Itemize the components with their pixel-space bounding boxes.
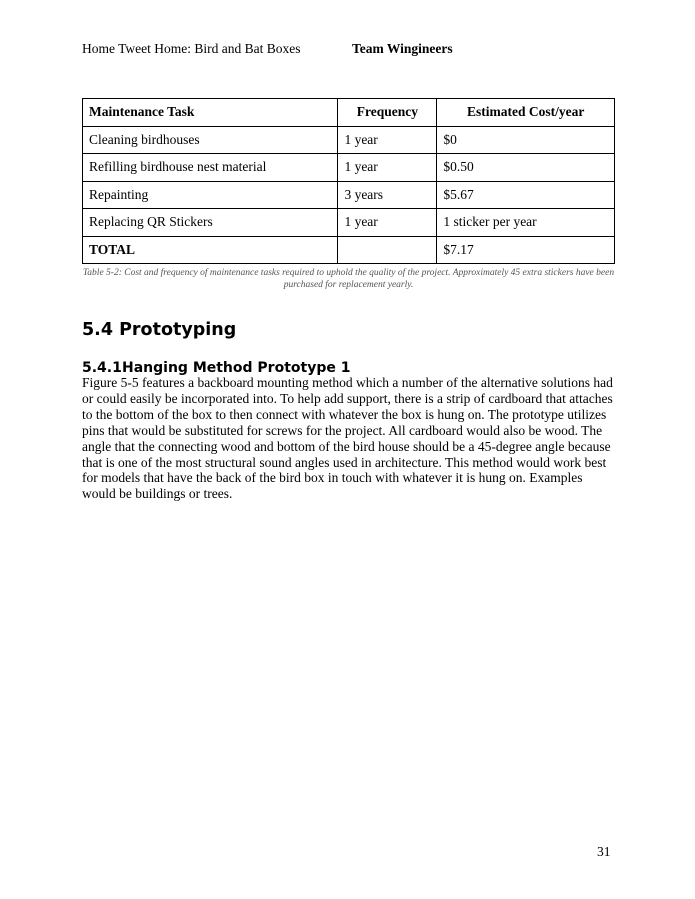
subsection-title: Hanging Method Prototype 1 [122,360,351,376]
table-cell: Replacing QR Stickers [83,209,338,237]
table-cell: $5.67 [437,181,615,209]
table-row [83,209,615,237]
table-row [83,154,615,182]
table-cell: Repainting [83,181,338,209]
body-paragraph: Figure 5-5 features a backboard mounting method which a number of the alternative solutions had or could easily be incorporated into. To help add support, there is a strip of cardboard that attaches to the bottom of the box to then connect with whatever the box is hung on. The prototype utilizes pins that would be substituted for screws for the project. All cardboard would also be wood. The angle that the connecting wood and bottom of the bird house should be a 45-degree angle because that is one of the most structural sound angles used in architecture. This method would work best for models that have the back of the bird box in touch with whatever it is hung on. Examples would be buildings or trees. [82,375,613,502]
column-header-cost: Estimated Cost/year [437,99,615,127]
table-cell: Refilling birdhouse nest material [83,154,338,182]
table-cell: 1 year [338,126,437,154]
table-cell [338,236,437,264]
column-header-task: Maintenance Task [83,99,338,127]
table-cell: Cleaning birdhouses [83,126,338,154]
subsection-number: 5.4.1 [82,360,122,376]
table-cell: $0.50 [437,154,615,182]
maintenance-table [82,98,615,264]
table-total-row [83,236,615,264]
table-cell: 1 year [338,209,437,237]
section-heading: 5.4 Prototyping [82,320,237,340]
table-row [83,181,615,209]
table-caption: Table 5-2: Cost and frequency of maintenance tasks required to uphold the quality of the project. Approximately 45 extra stickers have been purchased for replacement yearly. [82,268,615,290]
table-cell: 1 sticker per year [437,209,615,237]
table-cell: $0 [437,126,615,154]
document-title: Home Tweet Home: Bird and Bat Boxes [82,41,301,56]
table-header-row [83,99,615,127]
table-cell: 1 year [338,154,437,182]
team-name: Team Wingineers [352,41,453,56]
subsection-heading [82,360,350,376]
column-header-frequency: Frequency [338,99,437,127]
table-cell: 3 years [338,181,437,209]
table-row [83,126,615,154]
table-cell: $7.17 [437,236,615,264]
page-number: 31 [597,844,611,859]
table-cell: TOTAL [83,236,338,264]
